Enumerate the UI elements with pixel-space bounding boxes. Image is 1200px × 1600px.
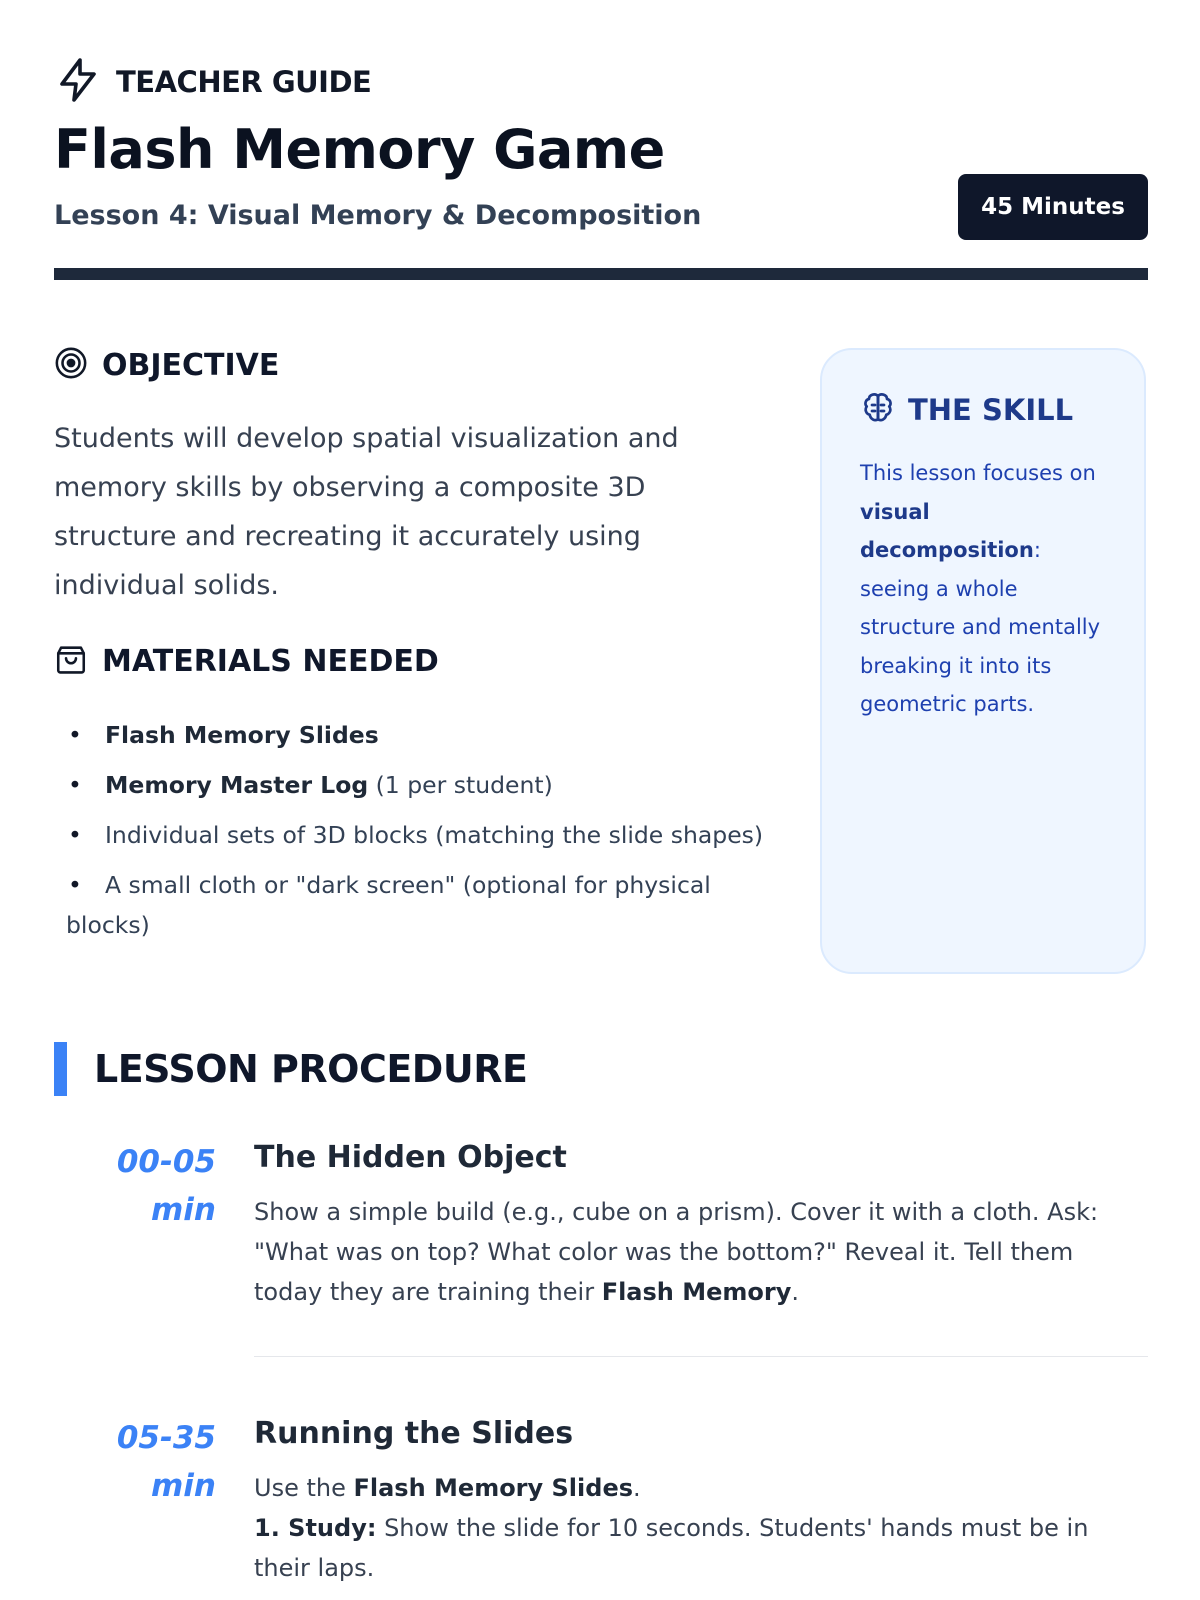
skill-title: THE SKILL — [908, 393, 1074, 427]
skill-text: This lesson focuses on visual decomposition: seeing a whole structure and mentally breaking it into its geometric parts. — [860, 461, 1101, 716]
step-title: The Hidden Object — [254, 1140, 567, 1175]
step-body — [254, 1138, 1148, 1312]
step-title: Running the Slides — [254, 1416, 574, 1451]
objective-heading — [54, 346, 279, 384]
objective-text: Students will develop spatial visualization and memory skills by observing a composite 3D structure and recreating it accurately using individual solids. — [54, 423, 679, 601]
lesson-subtitle: Lesson 4: Visual Memory & Decomposition — [54, 200, 702, 231]
skill-card — [820, 348, 1146, 974]
step-body — [254, 1414, 1148, 1588]
guide-eyebrow — [54, 56, 371, 108]
procedure-title: LESSON PROCEDURE — [94, 1047, 528, 1091]
step-divider — [254, 1356, 1148, 1357]
step-time: 05-35 min — [116, 1420, 216, 1504]
objective-title: OBJECTIVE — [102, 347, 280, 383]
procedure-accent-bar — [54, 1042, 67, 1096]
procedure-heading — [54, 1042, 527, 1096]
list-item: • Flash Memory Slides — [68, 721, 379, 749]
materials-heading — [54, 642, 439, 680]
materials-title: MATERIALS NEEDED — [102, 643, 439, 679]
step-text: Show a simple build (e.g., cube on a prism). Cover it with a cloth. Ask: "What was on top? What color was the bottom?" Reveal it. Tell them today they are training their Flash Memory. — [254, 1198, 1099, 1306]
lightning-icon — [54, 56, 102, 108]
duration-badge: 45 Minutes — [958, 174, 1148, 240]
step-text: Use the Flash Memory Slides. 1. Study: Show the slide for 10 seconds. Students' hands must be in their laps. — [254, 1474, 1089, 1582]
page-title: Flash Memory Game — [54, 118, 665, 181]
header-rule — [54, 268, 1148, 280]
materials-list — [66, 715, 776, 955]
skill-heading — [860, 390, 1106, 430]
target-icon — [54, 346, 88, 384]
eyebrow-label: TEACHER GUIDE — [116, 65, 372, 99]
list-item: • Memory Master Log (1 per student) — [68, 771, 553, 799]
step-time: 00-05 min — [116, 1144, 216, 1228]
list-item: • A small cloth or "dark screen" (optional for physical blocks) — [66, 871, 711, 939]
brain-icon — [860, 390, 896, 430]
shopping-bag-icon — [54, 642, 88, 680]
list-item: • Individual sets of 3D blocks (matching the slide shapes) — [68, 821, 764, 849]
